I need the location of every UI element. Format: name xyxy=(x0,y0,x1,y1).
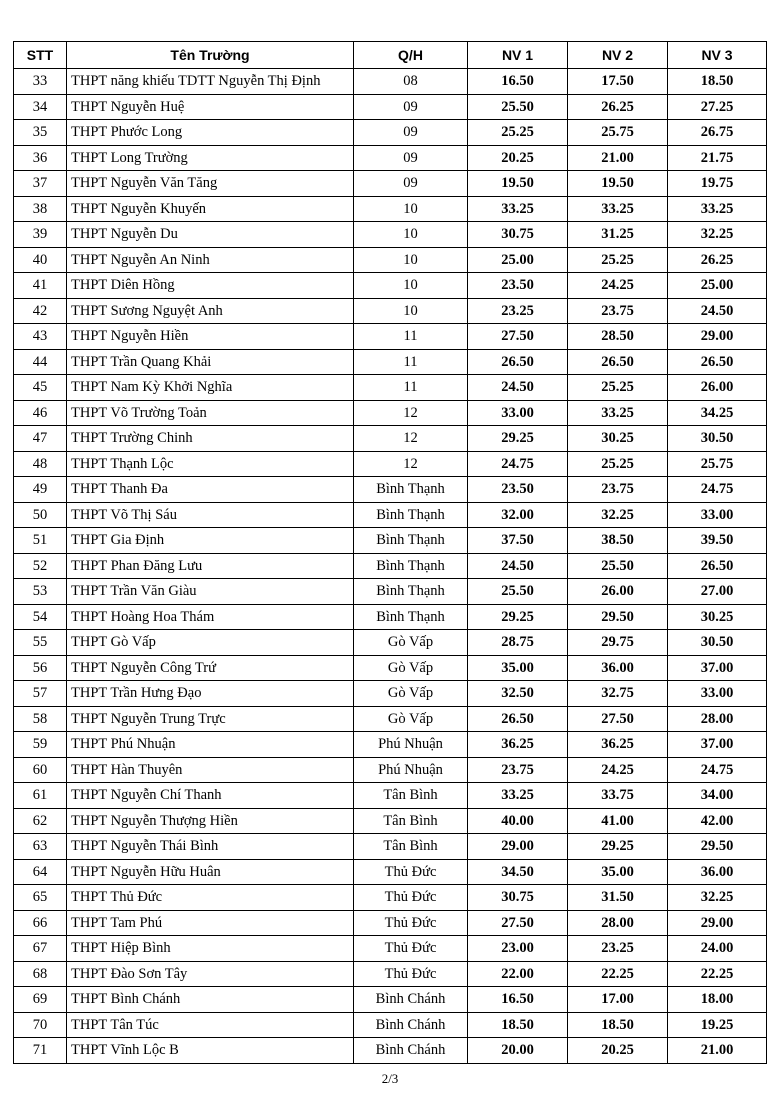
cell-nv2: 28.00 xyxy=(568,910,668,936)
table-row xyxy=(14,222,767,248)
cell-school-name: THPT Đào Sơn Tây xyxy=(67,961,354,987)
cell-nv2: 29.75 xyxy=(568,630,668,656)
cell-stt: 48 xyxy=(14,451,67,477)
cell-school-name: THPT Nam Kỳ Khởi Nghĩa xyxy=(67,375,354,401)
cell-nv1: 28.75 xyxy=(468,630,568,656)
cell-stt: 60 xyxy=(14,757,67,783)
cell-nv1: 25.00 xyxy=(468,247,568,273)
cell-nv3: 32.25 xyxy=(668,885,767,911)
cell-nv1: 27.50 xyxy=(468,324,568,350)
cell-stt: 33 xyxy=(14,69,67,95)
cell-district: 09 xyxy=(354,171,468,197)
cell-stt: 39 xyxy=(14,222,67,248)
cell-stt: 56 xyxy=(14,655,67,681)
cell-nv2: 30.25 xyxy=(568,426,668,452)
cell-school-name: THPT Võ Thị Sáu xyxy=(67,502,354,528)
cell-district: Tân Bình xyxy=(354,834,468,860)
cell-school-name: THPT Sương Nguyệt Anh xyxy=(67,298,354,324)
cell-stt: 71 xyxy=(14,1038,67,1064)
cell-nv3: 27.25 xyxy=(668,94,767,120)
page-number: 2/3 xyxy=(381,1071,399,1086)
cell-district: 09 xyxy=(354,94,468,120)
table-row xyxy=(14,145,767,171)
table-row xyxy=(14,1012,767,1038)
cell-district: 10 xyxy=(354,298,468,324)
table-row xyxy=(14,1038,767,1064)
cell-district: Bình Thạnh xyxy=(354,604,468,630)
cell-school-name: THPT Hàn Thuyên xyxy=(67,757,354,783)
cell-nv1: 26.50 xyxy=(468,349,568,375)
cell-nv3: 39.50 xyxy=(668,528,767,554)
table-row xyxy=(14,247,767,273)
cell-nv3: 24.75 xyxy=(668,757,767,783)
cell-nv1: 19.50 xyxy=(468,171,568,197)
table-row xyxy=(14,553,767,579)
cell-stt: 61 xyxy=(14,783,67,809)
header-stt: STT xyxy=(14,42,67,69)
cell-nv2: 32.75 xyxy=(568,681,668,707)
cell-nv2: 38.50 xyxy=(568,528,668,554)
cell-stt: 42 xyxy=(14,298,67,324)
table-row xyxy=(14,502,767,528)
cell-school-name: THPT Bình Chánh xyxy=(67,987,354,1013)
cell-school-name: THPT Nguyễn Văn Tăng xyxy=(67,171,354,197)
cell-district: Thủ Đức xyxy=(354,910,468,936)
cell-nv1: 22.00 xyxy=(468,961,568,987)
cell-school-name: THPT Nguyễn Du xyxy=(67,222,354,248)
cell-stt: 59 xyxy=(14,732,67,758)
cell-school-name: THPT Thạnh Lộc xyxy=(67,451,354,477)
cell-nv3: 33.25 xyxy=(668,196,767,222)
cell-district: Bình Chánh xyxy=(354,1012,468,1038)
cell-stt: 49 xyxy=(14,477,67,503)
cell-school-name: THPT Phước Long xyxy=(67,120,354,146)
cell-nv2: 26.25 xyxy=(568,94,668,120)
cell-district: Bình Thạnh xyxy=(354,502,468,528)
table-row xyxy=(14,706,767,732)
cell-stt: 54 xyxy=(14,604,67,630)
table-row xyxy=(14,69,767,95)
cell-nv1: 20.25 xyxy=(468,145,568,171)
cell-school-name: THPT Phú Nhuận xyxy=(67,732,354,758)
cell-school-name: THPT Võ Trường Toản xyxy=(67,400,354,426)
cell-nv2: 25.25 xyxy=(568,451,668,477)
cell-district: Thủ Đức xyxy=(354,859,468,885)
cell-nv1: 37.50 xyxy=(468,528,568,554)
cell-nv3: 22.25 xyxy=(668,961,767,987)
cell-nv3: 34.25 xyxy=(668,400,767,426)
table-row xyxy=(14,910,767,936)
cell-stt: 55 xyxy=(14,630,67,656)
cell-nv1: 23.50 xyxy=(468,273,568,299)
table-row xyxy=(14,936,767,962)
cell-nv2: 18.50 xyxy=(568,1012,668,1038)
table-row xyxy=(14,451,767,477)
cell-nv1: 33.25 xyxy=(468,196,568,222)
cell-district: Thủ Đức xyxy=(354,961,468,987)
cell-nv2: 23.75 xyxy=(568,477,668,503)
cell-nv2: 36.25 xyxy=(568,732,668,758)
cell-school-name: THPT Nguyễn An Ninh xyxy=(67,247,354,273)
table-row xyxy=(14,477,767,503)
cell-nv1: 25.50 xyxy=(468,579,568,605)
cell-nv3: 33.00 xyxy=(668,681,767,707)
cell-school-name: THPT Nguyễn Huệ xyxy=(67,94,354,120)
cell-nv3: 37.00 xyxy=(668,732,767,758)
cell-nv3: 36.00 xyxy=(668,859,767,885)
cell-district: Bình Thạnh xyxy=(354,579,468,605)
cell-nv1: 23.75 xyxy=(468,757,568,783)
cell-nv2: 24.25 xyxy=(568,273,668,299)
cell-nv2: 23.25 xyxy=(568,936,668,962)
cell-stt: 50 xyxy=(14,502,67,528)
cell-stt: 44 xyxy=(14,349,67,375)
cell-nv2: 23.75 xyxy=(568,298,668,324)
cell-nv3: 28.00 xyxy=(668,706,767,732)
header-school-name: Tên Trường xyxy=(67,42,354,69)
admission-scores-table xyxy=(13,41,767,1064)
cell-stt: 64 xyxy=(14,859,67,885)
cell-nv1: 27.50 xyxy=(468,910,568,936)
cell-school-name: THPT Thanh Đa xyxy=(67,477,354,503)
cell-stt: 41 xyxy=(14,273,67,299)
table-row xyxy=(14,579,767,605)
cell-nv3: 27.00 xyxy=(668,579,767,605)
cell-nv1: 24.50 xyxy=(468,375,568,401)
cell-stt: 57 xyxy=(14,681,67,707)
cell-nv1: 29.25 xyxy=(468,604,568,630)
cell-nv3: 30.50 xyxy=(668,630,767,656)
cell-nv3: 26.25 xyxy=(668,247,767,273)
cell-stt: 67 xyxy=(14,936,67,962)
cell-nv1: 33.25 xyxy=(468,783,568,809)
cell-school-name: THPT Trần Quang Khải xyxy=(67,349,354,375)
table-row xyxy=(14,171,767,197)
cell-nv1: 29.25 xyxy=(468,426,568,452)
table-row xyxy=(14,400,767,426)
cell-nv1: 30.75 xyxy=(468,885,568,911)
cell-nv3: 21.75 xyxy=(668,145,767,171)
cell-nv2: 31.50 xyxy=(568,885,668,911)
cell-nv1: 30.75 xyxy=(468,222,568,248)
cell-nv3: 25.75 xyxy=(668,451,767,477)
cell-school-name: THPT Gò Vấp xyxy=(67,630,354,656)
table-body xyxy=(14,69,767,1064)
cell-nv3: 19.25 xyxy=(668,1012,767,1038)
cell-nv2: 41.00 xyxy=(568,808,668,834)
cell-school-name: THPT Gia Định xyxy=(67,528,354,554)
cell-nv2: 17.00 xyxy=(568,987,668,1013)
cell-nv3: 42.00 xyxy=(668,808,767,834)
cell-nv1: 23.00 xyxy=(468,936,568,962)
table-row xyxy=(14,426,767,452)
cell-district: 12 xyxy=(354,451,468,477)
cell-nv2: 22.25 xyxy=(568,961,668,987)
cell-school-name: THPT Phan Đăng Lưu xyxy=(67,553,354,579)
cell-stt: 37 xyxy=(14,171,67,197)
table-row xyxy=(14,324,767,350)
cell-stt: 38 xyxy=(14,196,67,222)
cell-district: 12 xyxy=(354,400,468,426)
cell-nv3: 26.50 xyxy=(668,553,767,579)
cell-school-name: THPT Nguyễn Hiền xyxy=(67,324,354,350)
cell-school-name: THPT Nguyễn Chí Thanh xyxy=(67,783,354,809)
table-row xyxy=(14,859,767,885)
cell-school-name: THPT Nguyễn Công Trứ xyxy=(67,655,354,681)
cell-stt: 63 xyxy=(14,834,67,860)
table-row xyxy=(14,94,767,120)
cell-school-name: THPT Trần Văn Giàu xyxy=(67,579,354,605)
cell-nv3: 34.00 xyxy=(668,783,767,809)
cell-stt: 43 xyxy=(14,324,67,350)
header-district: Q/H xyxy=(354,42,468,69)
cell-district: 09 xyxy=(354,145,468,171)
cell-stt: 36 xyxy=(14,145,67,171)
cell-nv1: 16.50 xyxy=(468,69,568,95)
cell-district: Bình Thạnh xyxy=(354,528,468,554)
cell-school-name: THPT Thủ Đức xyxy=(67,885,354,911)
cell-stt: 45 xyxy=(14,375,67,401)
cell-stt: 58 xyxy=(14,706,67,732)
cell-nv2: 27.50 xyxy=(568,706,668,732)
cell-nv2: 19.50 xyxy=(568,171,668,197)
cell-nv1: 18.50 xyxy=(468,1012,568,1038)
table-row xyxy=(14,120,767,146)
cell-district: 10 xyxy=(354,247,468,273)
cell-nv2: 21.00 xyxy=(568,145,668,171)
cell-district: Bình Chánh xyxy=(354,987,468,1013)
table-row xyxy=(14,349,767,375)
cell-school-name: THPT Tam Phú xyxy=(67,910,354,936)
cell-nv2: 17.50 xyxy=(568,69,668,95)
cell-district: Bình Thạnh xyxy=(354,553,468,579)
header-row xyxy=(14,42,767,69)
cell-district: Thủ Đức xyxy=(354,936,468,962)
cell-nv1: 24.50 xyxy=(468,553,568,579)
header-nv3: NV 3 xyxy=(668,42,767,69)
cell-nv3: 26.00 xyxy=(668,375,767,401)
cell-nv2: 33.25 xyxy=(568,400,668,426)
cell-district: 12 xyxy=(354,426,468,452)
cell-nv3: 24.50 xyxy=(668,298,767,324)
cell-district: 10 xyxy=(354,196,468,222)
cell-school-name: THPT Nguyễn Trung Trực xyxy=(67,706,354,732)
cell-stt: 70 xyxy=(14,1012,67,1038)
cell-nv3: 19.75 xyxy=(668,171,767,197)
cell-district: 10 xyxy=(354,273,468,299)
cell-nv1: 25.50 xyxy=(468,94,568,120)
cell-district: Gò Vấp xyxy=(354,655,468,681)
cell-school-name: THPT Trần Hưng Đạo xyxy=(67,681,354,707)
cell-nv1: 29.00 xyxy=(468,834,568,860)
cell-nv3: 26.75 xyxy=(668,120,767,146)
cell-nv3: 37.00 xyxy=(668,655,767,681)
cell-nv1: 32.00 xyxy=(468,502,568,528)
cell-nv3: 25.00 xyxy=(668,273,767,299)
cell-nv1: 23.25 xyxy=(468,298,568,324)
cell-district: 09 xyxy=(354,120,468,146)
cell-school-name: THPT Hiệp Bình xyxy=(67,936,354,962)
cell-nv1: 33.00 xyxy=(468,400,568,426)
cell-school-name: THPT Diên Hồng xyxy=(67,273,354,299)
cell-nv2: 24.25 xyxy=(568,757,668,783)
table-row xyxy=(14,375,767,401)
table-row xyxy=(14,681,767,707)
cell-school-name: THPT Tân Túc xyxy=(67,1012,354,1038)
cell-nv2: 26.50 xyxy=(568,349,668,375)
table-row xyxy=(14,987,767,1013)
cell-school-name: THPT Nguyễn Thái Bình xyxy=(67,834,354,860)
cell-district: Tân Bình xyxy=(354,783,468,809)
cell-nv2: 28.50 xyxy=(568,324,668,350)
cell-nv2: 25.75 xyxy=(568,120,668,146)
cell-nv3: 30.25 xyxy=(668,604,767,630)
table-row xyxy=(14,630,767,656)
cell-nv3: 33.00 xyxy=(668,502,767,528)
cell-nv1: 26.50 xyxy=(468,706,568,732)
cell-nv2: 33.25 xyxy=(568,196,668,222)
cell-nv3: 21.00 xyxy=(668,1038,767,1064)
cell-nv3: 29.50 xyxy=(668,834,767,860)
cell-nv2: 31.25 xyxy=(568,222,668,248)
cell-nv1: 32.50 xyxy=(468,681,568,707)
cell-stt: 53 xyxy=(14,579,67,605)
table-row xyxy=(14,783,767,809)
cell-school-name: THPT Vĩnh Lộc B xyxy=(67,1038,354,1064)
table-row xyxy=(14,732,767,758)
cell-nv3: 24.75 xyxy=(668,477,767,503)
cell-district: Tân Bình xyxy=(354,808,468,834)
cell-nv1: 36.25 xyxy=(468,732,568,758)
cell-nv3: 26.50 xyxy=(668,349,767,375)
cell-stt: 65 xyxy=(14,885,67,911)
table-row xyxy=(14,298,767,324)
cell-district: Gò Vấp xyxy=(354,706,468,732)
cell-district: 11 xyxy=(354,349,468,375)
cell-school-name: THPT Long Trường xyxy=(67,145,354,171)
cell-nv2: 20.25 xyxy=(568,1038,668,1064)
table-row xyxy=(14,528,767,554)
cell-nv1: 25.25 xyxy=(468,120,568,146)
table-row xyxy=(14,808,767,834)
cell-district: Gò Vấp xyxy=(354,630,468,656)
cell-stt: 66 xyxy=(14,910,67,936)
cell-nv3: 29.00 xyxy=(668,910,767,936)
cell-nv3: 32.25 xyxy=(668,222,767,248)
cell-nv1: 20.00 xyxy=(468,1038,568,1064)
header-nv2: NV 2 xyxy=(568,42,668,69)
cell-district: Bình Thạnh xyxy=(354,477,468,503)
cell-nv3: 18.00 xyxy=(668,987,767,1013)
cell-school-name: THPT Trường Chinh xyxy=(67,426,354,452)
cell-school-name: THPT Nguyễn Khuyến xyxy=(67,196,354,222)
cell-district: 10 xyxy=(354,222,468,248)
cell-nv1: 24.75 xyxy=(468,451,568,477)
cell-district: Gò Vấp xyxy=(354,681,468,707)
cell-nv3: 29.00 xyxy=(668,324,767,350)
table-row xyxy=(14,655,767,681)
cell-nv2: 26.00 xyxy=(568,579,668,605)
cell-nv3: 24.00 xyxy=(668,936,767,962)
cell-district: 11 xyxy=(354,375,468,401)
cell-stt: 35 xyxy=(14,120,67,146)
cell-nv1: 40.00 xyxy=(468,808,568,834)
cell-district: Thủ Đức xyxy=(354,885,468,911)
cell-stt: 62 xyxy=(14,808,67,834)
cell-nv1: 35.00 xyxy=(468,655,568,681)
table-row xyxy=(14,196,767,222)
cell-nv2: 35.00 xyxy=(568,859,668,885)
table-row xyxy=(14,834,767,860)
cell-school-name: THPT năng khiếu TDTT Nguyễn Thị Định xyxy=(67,69,354,95)
cell-nv2: 25.50 xyxy=(568,553,668,579)
cell-nv2: 32.25 xyxy=(568,502,668,528)
cell-stt: 47 xyxy=(14,426,67,452)
cell-stt: 34 xyxy=(14,94,67,120)
cell-nv3: 18.50 xyxy=(668,69,767,95)
cell-district: 08 xyxy=(354,69,468,95)
cell-school-name: THPT Hoàng Hoa Thám xyxy=(67,604,354,630)
cell-nv1: 16.50 xyxy=(468,987,568,1013)
cell-stt: 40 xyxy=(14,247,67,273)
cell-stt: 68 xyxy=(14,961,67,987)
cell-stt: 51 xyxy=(14,528,67,554)
cell-district: 11 xyxy=(354,324,468,350)
cell-nv1: 23.50 xyxy=(468,477,568,503)
cell-district: Bình Chánh xyxy=(354,1038,468,1064)
cell-nv2: 29.50 xyxy=(568,604,668,630)
table-row xyxy=(14,757,767,783)
cell-nv2: 33.75 xyxy=(568,783,668,809)
table-row xyxy=(14,885,767,911)
cell-district: Phú Nhuận xyxy=(354,757,468,783)
cell-school-name: THPT Nguyễn Hữu Huân xyxy=(67,859,354,885)
table-row xyxy=(14,604,767,630)
cell-stt: 46 xyxy=(14,400,67,426)
cell-school-name: THPT Nguyễn Thượng Hiền xyxy=(67,808,354,834)
header-nv1: NV 1 xyxy=(468,42,568,69)
cell-nv2: 25.25 xyxy=(568,247,668,273)
cell-district: Phú Nhuận xyxy=(354,732,468,758)
cell-nv3: 30.50 xyxy=(668,426,767,452)
cell-nv2: 29.25 xyxy=(568,834,668,860)
table-row xyxy=(14,961,767,987)
table-row xyxy=(14,273,767,299)
cell-stt: 69 xyxy=(14,987,67,1013)
cell-nv2: 36.00 xyxy=(568,655,668,681)
cell-stt: 52 xyxy=(14,553,67,579)
cell-nv2: 25.25 xyxy=(568,375,668,401)
cell-nv1: 34.50 xyxy=(468,859,568,885)
